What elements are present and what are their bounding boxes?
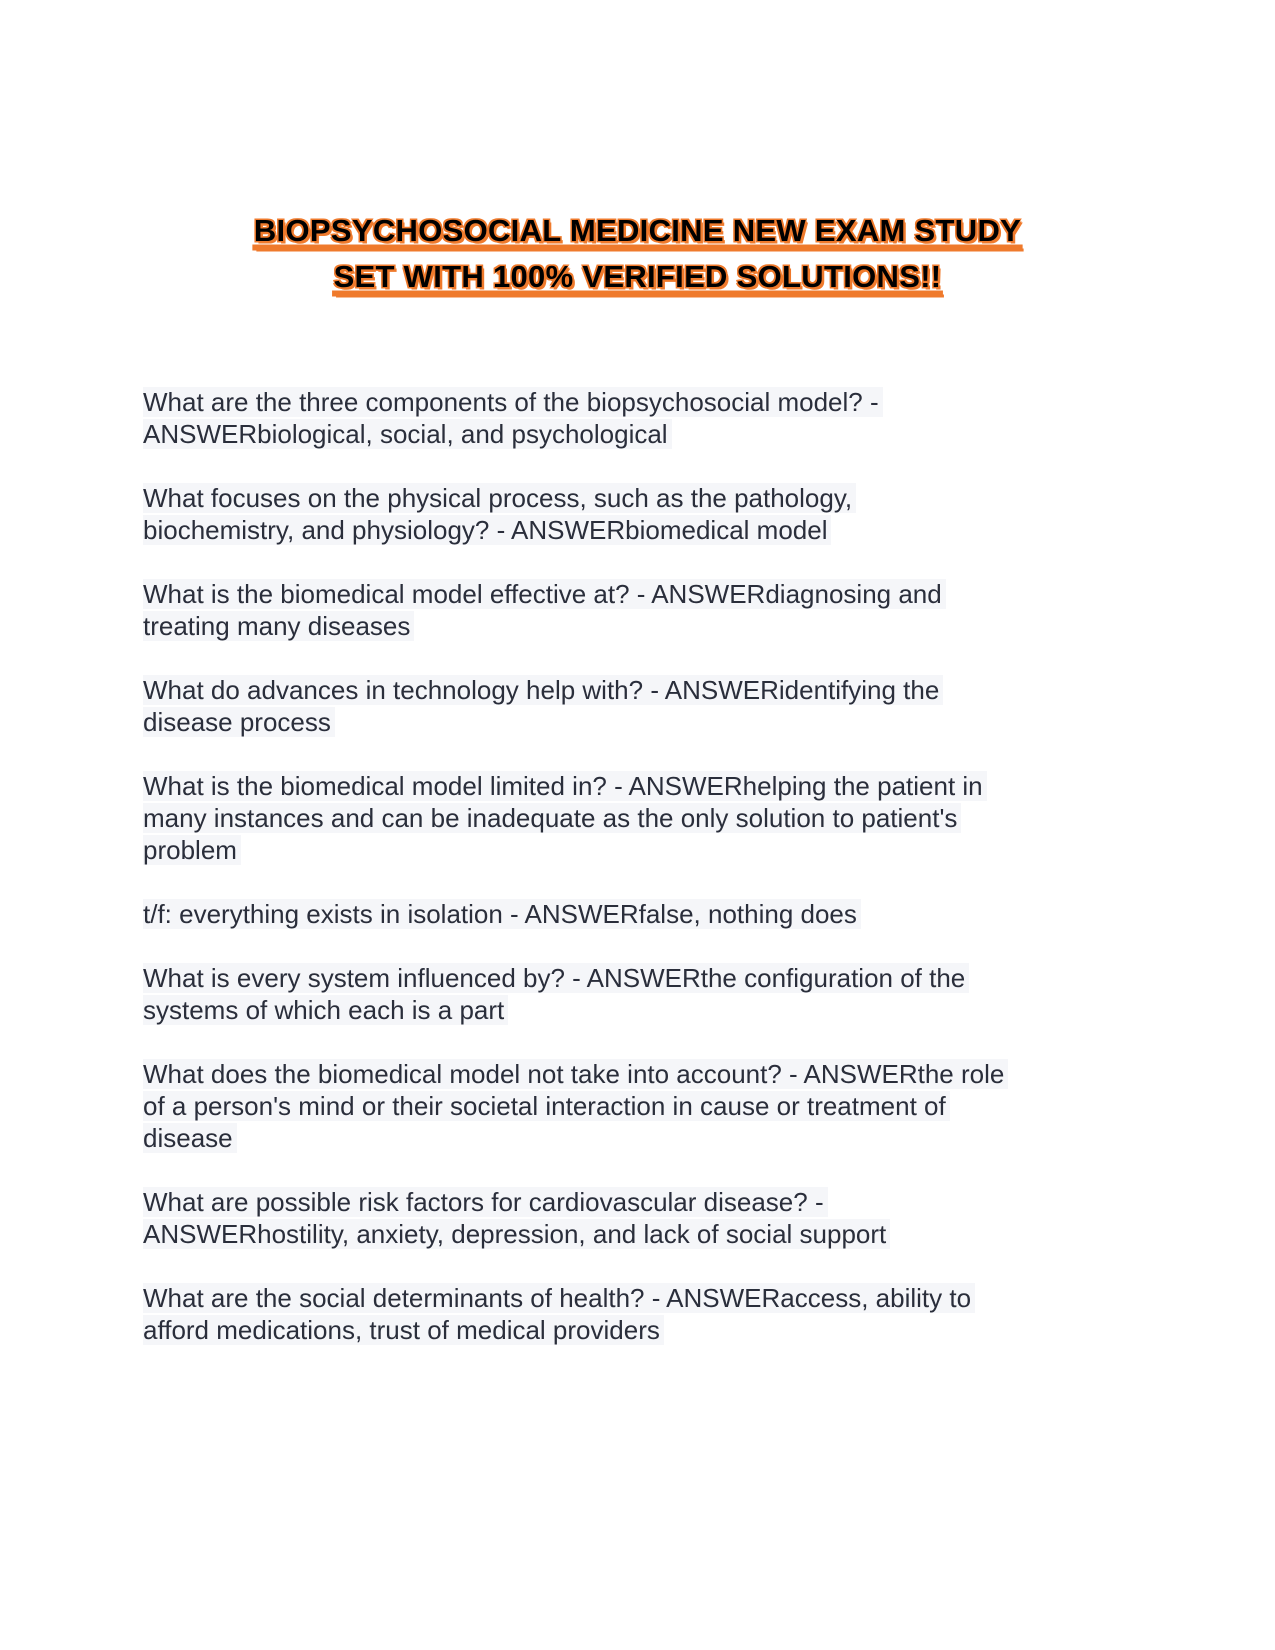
qa-text: What are the three components of the biopsychosocial model? -	[143, 387, 883, 417]
qa-line	[143, 994, 1143, 1026]
qa-text: afford medications, trust of medical providers	[143, 1315, 664, 1345]
qa-line	[143, 706, 1143, 738]
document-title	[0, 208, 1275, 300]
qa-line	[143, 482, 1143, 514]
qa-text: of a person's mind or their societal interaction in cause or treatment of	[143, 1091, 950, 1121]
qa-text: What is every system influenced by? - ANSWERthe configuration of the	[143, 963, 969, 993]
qa-text: What are possible risk factors for cardiovascular disease? -	[143, 1187, 828, 1217]
qa-line	[143, 770, 1143, 802]
qa-item	[143, 482, 1143, 546]
qa-item	[143, 962, 1143, 1026]
qa-line	[143, 898, 1143, 930]
qa-line	[143, 386, 1143, 418]
qa-text: What are the social determinants of health? - ANSWERaccess, ability to	[143, 1283, 975, 1313]
qa-line	[143, 1218, 1143, 1250]
qa-line	[143, 1122, 1143, 1154]
qa-line	[143, 514, 1143, 546]
qa-text: ANSWERhostility, anxiety, depression, and lack of social support	[143, 1219, 890, 1249]
qa-item	[143, 578, 1143, 642]
qa-item	[143, 1282, 1143, 1346]
qa-text: problem	[143, 835, 241, 865]
qa-list	[143, 386, 1143, 1378]
qa-line	[143, 1058, 1143, 1090]
qa-line	[143, 1282, 1143, 1314]
qa-item	[143, 674, 1143, 738]
qa-item	[143, 1186, 1143, 1250]
qa-line	[143, 674, 1143, 706]
qa-text: What does the biomedical model not take into account? - ANSWERthe role	[143, 1059, 1008, 1089]
qa-text: What focuses on the physical process, such as the pathology,	[143, 483, 856, 513]
qa-item	[143, 1058, 1143, 1154]
qa-line	[143, 802, 1143, 834]
qa-item	[143, 770, 1143, 866]
title-line-1: BIOPSYCHOSOCIAL MEDICINE NEW EXAM STUDY	[253, 213, 1022, 248]
qa-line	[143, 1090, 1143, 1122]
qa-text: What is the biomedical model limited in? - ANSWERhelping the patient in	[143, 771, 987, 801]
qa-text: disease process	[143, 707, 335, 737]
qa-item	[143, 898, 1143, 930]
qa-line	[143, 610, 1143, 642]
qa-line	[143, 834, 1143, 866]
qa-text: systems of which each is a part	[143, 995, 508, 1025]
qa-text: What is the biomedical model effective at? - ANSWERdiagnosing and	[143, 579, 946, 609]
qa-line	[143, 418, 1143, 450]
qa-item	[143, 386, 1143, 450]
qa-line	[143, 578, 1143, 610]
qa-text: biochemistry, and physiology? - ANSWERbiomedical model	[143, 515, 831, 545]
qa-text: treating many diseases	[143, 611, 414, 641]
qa-line	[143, 1314, 1143, 1346]
qa-text: many instances and can be inadequate as the only solution to patient's	[143, 803, 961, 833]
qa-text: What do advances in technology help with? - ANSWERidentifying the	[143, 675, 943, 705]
qa-line	[143, 1186, 1143, 1218]
qa-text: t/f: everything exists in isolation - ANSWERfalse, nothing does	[143, 899, 861, 929]
qa-line	[143, 962, 1143, 994]
qa-text: ANSWERbiological, social, and psychological	[143, 419, 672, 449]
title-line-2: SET WITH 100% VERIFIED SOLUTIONS!!	[333, 259, 942, 294]
qa-text: disease	[143, 1123, 237, 1153]
